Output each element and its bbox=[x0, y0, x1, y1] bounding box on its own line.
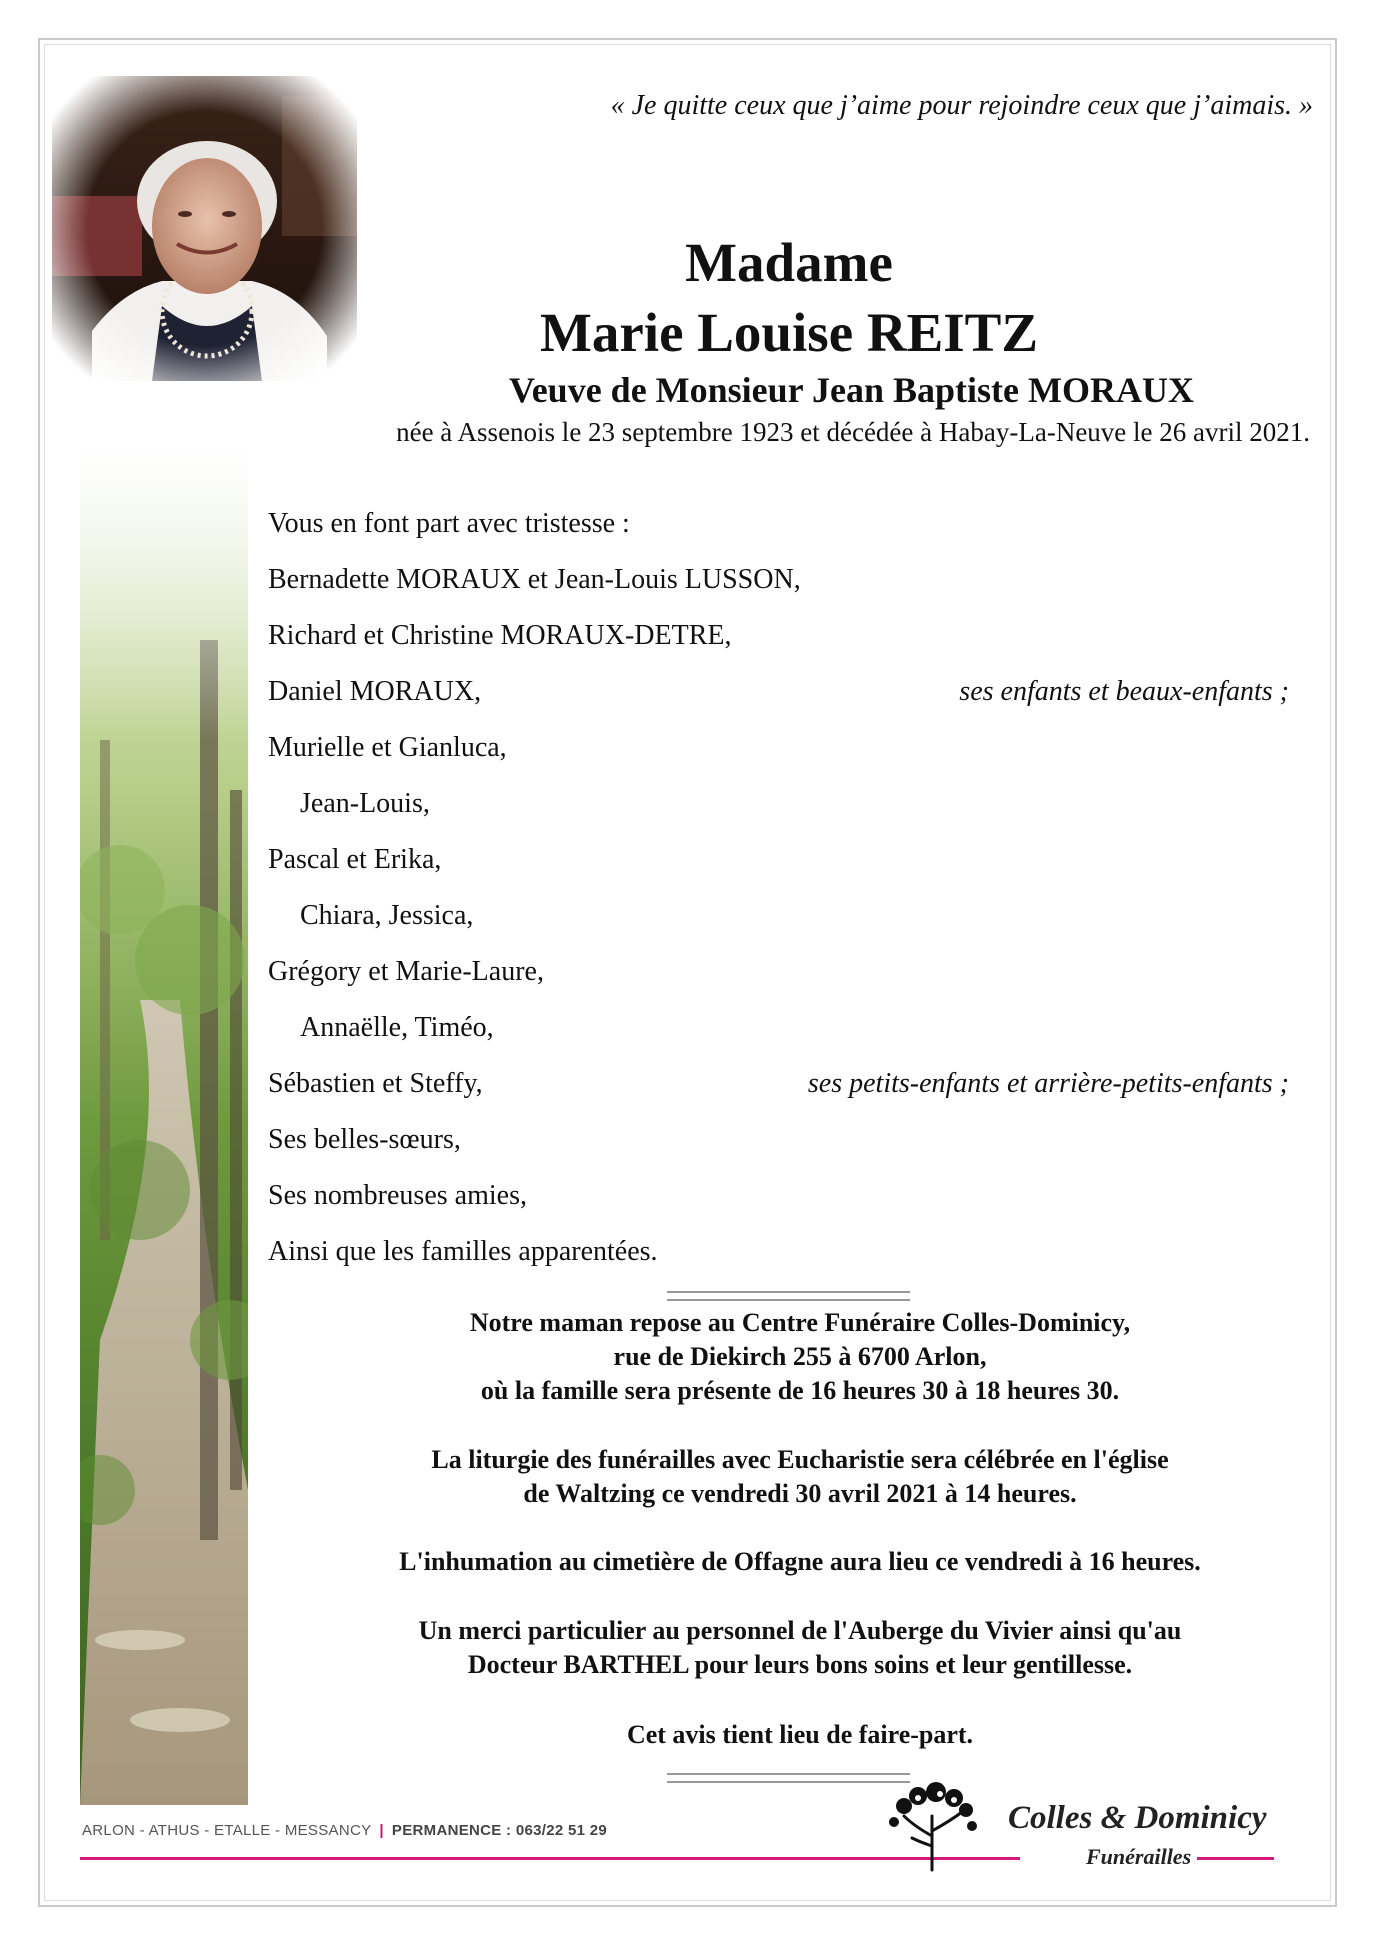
footer-separator: | bbox=[379, 1822, 384, 1839]
family-intro: Vous en font part avec tristesse : bbox=[268, 508, 630, 539]
family-line: Ainsi que les familles apparentées. bbox=[268, 1236, 658, 1267]
info-line: rue de Diekirch 255 à 6700 Arlon, bbox=[613, 1342, 987, 1371]
birth-death-dates: née à Assenois le 23 septembre 1923 et décédée à Habay-La-Neuve le 26 avril 2021. bbox=[396, 417, 1310, 447]
info-line: L'inhumation au cimetière de Offagne aura lieu ce vendredi à 16 heures. bbox=[399, 1547, 1201, 1576]
info-burial bbox=[310, 1545, 1290, 1579]
family-line: Daniel MORAUX, bbox=[268, 676, 482, 707]
deceased-name: Marie Louise REITZ bbox=[539, 302, 1039, 363]
deceased-title bbox=[240, 228, 1338, 452]
divider-bottom bbox=[667, 1773, 910, 1783]
brand-subtitle: Funérailles bbox=[1080, 1844, 1197, 1870]
family-line: Chiara, Jessica, bbox=[300, 900, 474, 931]
family-line: Sébastien et Steffy, bbox=[268, 1068, 483, 1099]
relation-grandchildren: ses petits-enfants et arrière-petits-enfants ; bbox=[807, 1068, 1289, 1099]
info-visitation bbox=[310, 1306, 1290, 1408]
info-liturgy bbox=[310, 1443, 1290, 1511]
info-notice bbox=[310, 1718, 1290, 1752]
family-line: Ses belles-sœurs, bbox=[268, 1124, 461, 1155]
footer-accent-line bbox=[80, 1857, 1020, 1860]
family-line: Jean-Louis, bbox=[300, 788, 430, 819]
footer-permanence: PERMANENCE : 063/22 51 29 bbox=[391, 1822, 607, 1839]
info-thanks bbox=[310, 1614, 1290, 1682]
family-line: Grégory et Marie-Laure, bbox=[268, 956, 544, 987]
info-line: Notre maman repose au Centre Funéraire Colles-Dominicy, bbox=[469, 1308, 1131, 1337]
relation-children: ses enfants et beaux-enfants ; bbox=[959, 676, 1289, 707]
family-line: Annaëlle, Timéo, bbox=[300, 1012, 494, 1043]
tree-logo-icon bbox=[884, 1776, 984, 1872]
footer-contact bbox=[82, 1822, 607, 1839]
divider-top bbox=[667, 1291, 910, 1301]
family-line: Murielle et Gianluca, bbox=[268, 732, 507, 763]
footer-locations: ARLON - ATHUS - ETALLE - MESSANCY bbox=[82, 1822, 372, 1839]
info-line: Docteur BARTHEL pour leurs bons soins et leur gentillesse. bbox=[467, 1650, 1133, 1679]
info-line: de Waltzing ce vendredi 30 avril 2021 à 14 heures. bbox=[523, 1479, 1077, 1508]
info-line: Un merci particulier au personnel de l'Auberge du Vivier ainsi qu'au bbox=[418, 1616, 1182, 1645]
family-line: Bernadette MORAUX et Jean-Louis LUSSON, bbox=[268, 564, 801, 595]
family-line: Richard et Christine MORAUX-DETRE, bbox=[268, 620, 732, 651]
widow-of: Veuve de Monsieur Jean Baptiste MORAUX bbox=[509, 370, 1194, 410]
family-line: Ses nombreuses amies, bbox=[268, 1180, 527, 1211]
info-line: La liturgie des funérailles avec Eucharistie sera célébrée en l'église bbox=[431, 1445, 1169, 1474]
brand-name: Colles & Dominicy bbox=[1008, 1800, 1267, 1836]
info-line: où la famille sera présente de 16 heures 30 à 18 heures 30. bbox=[480, 1376, 1120, 1405]
forest-path-photo bbox=[80, 440, 248, 1805]
honorific: Madame bbox=[685, 232, 893, 293]
epitaph-quote: « Je quitte ceux que j’aime pour rejoindre ceux que j’aimais. » bbox=[610, 90, 1313, 121]
family-line: Pascal et Erika, bbox=[268, 844, 442, 875]
info-line: Cet avis tient lieu de faire-part. bbox=[626, 1720, 974, 1749]
